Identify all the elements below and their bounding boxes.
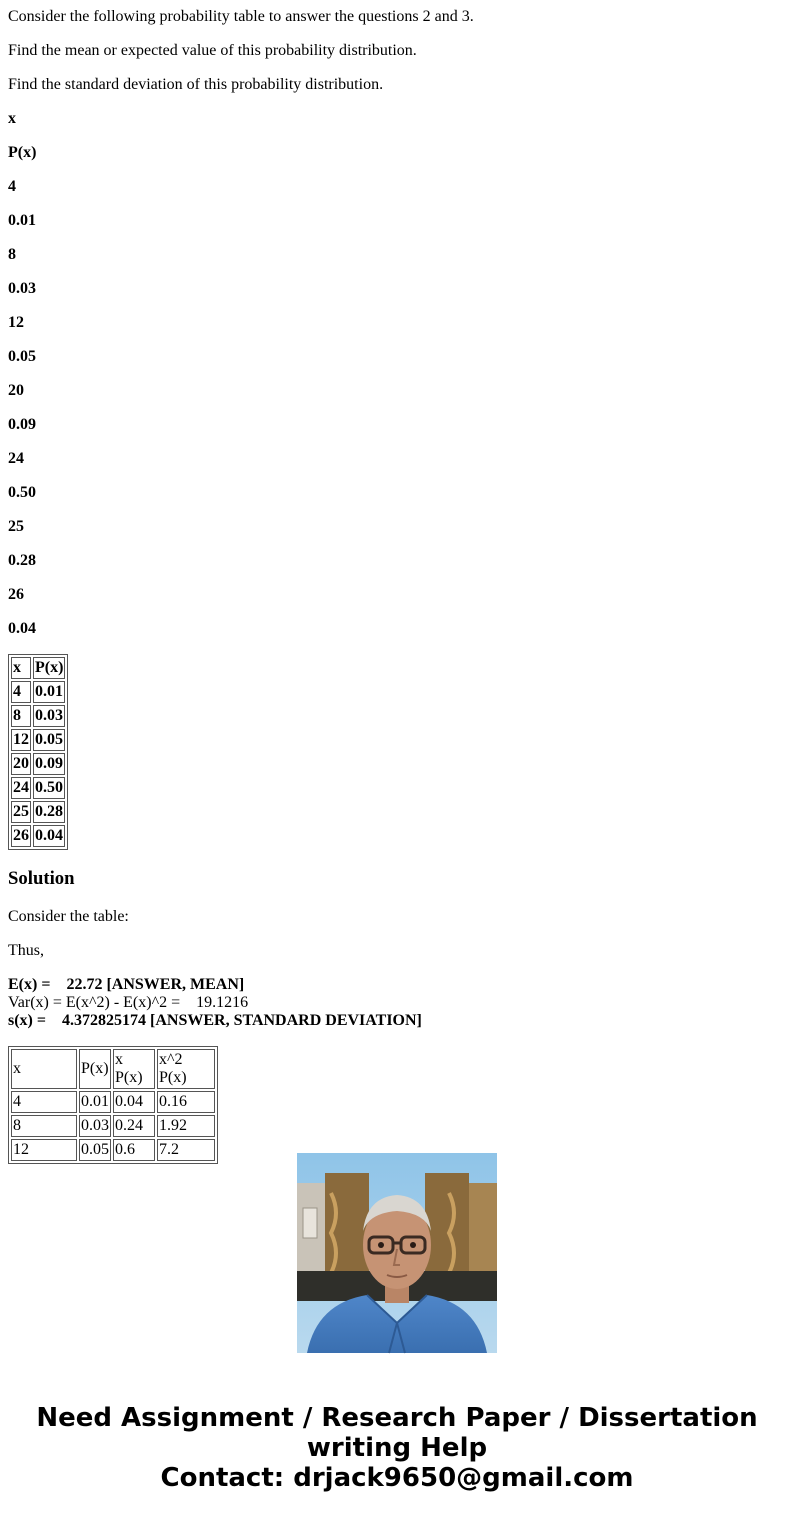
list-value: 0.50 bbox=[8, 484, 36, 501]
table-cell: 0.50 bbox=[33, 777, 65, 799]
table-cell: 1.92 bbox=[157, 1115, 215, 1137]
table-row bbox=[11, 825, 65, 847]
author-avatar bbox=[297, 1153, 497, 1353]
variance-result: Var(x) = E(x^2) - E(x)^2 = 19.1216 bbox=[8, 994, 249, 1011]
table-cell: 20 bbox=[11, 753, 31, 775]
list-value: 12 bbox=[8, 314, 24, 331]
table-header-cell: P(x) bbox=[79, 1049, 111, 1089]
table-cell: 8 bbox=[11, 705, 31, 727]
list-value: 20 bbox=[8, 382, 24, 399]
table-header-cell: P(x) bbox=[33, 657, 65, 679]
document-body bbox=[8, 0, 786, 1158]
table-cell: 26 bbox=[11, 825, 31, 847]
table-cell: 0.01 bbox=[79, 1091, 111, 1113]
list-value: 26 bbox=[8, 586, 24, 603]
table-cell: 4 bbox=[11, 1091, 77, 1113]
table-header-row bbox=[11, 1049, 215, 1089]
table-row bbox=[11, 681, 65, 703]
table-row bbox=[11, 801, 65, 823]
table-header-cell: x^2 P(x) bbox=[157, 1049, 215, 1089]
table-cell: 0.04 bbox=[113, 1091, 155, 1113]
author-photo-icon bbox=[297, 1153, 497, 1353]
list-value: 0.09 bbox=[8, 416, 36, 433]
table-cell: 24 bbox=[11, 777, 31, 799]
table-cell: 4 bbox=[11, 681, 31, 703]
footer-banner bbox=[0, 1403, 794, 1493]
table-cell: 0.05 bbox=[33, 729, 65, 751]
solution-heading: Solution bbox=[8, 868, 75, 889]
table-cell: 0.16 bbox=[157, 1091, 215, 1113]
table-cell: 0.01 bbox=[33, 681, 65, 703]
calculation-table-container bbox=[8, 1046, 786, 1158]
intro-text-1: Consider the following probability table to answer the questions 2 and 3. bbox=[8, 8, 474, 25]
table-row bbox=[11, 777, 65, 799]
probability-table bbox=[8, 654, 68, 850]
table-row bbox=[11, 753, 65, 775]
table-header-cell: x bbox=[11, 1049, 77, 1089]
intro-text-2: Find the mean or expected value of this probability distribution. bbox=[8, 42, 417, 59]
list-value: 0.04 bbox=[8, 620, 36, 637]
table-header-row bbox=[11, 657, 65, 679]
table-header-cell: x bbox=[11, 657, 31, 679]
table-row bbox=[11, 705, 65, 727]
footer-line: writing Help bbox=[306, 1433, 488, 1463]
list-value: x bbox=[8, 110, 16, 127]
list-value: 8 bbox=[8, 246, 16, 263]
footer-line: Need Assignment / Research Paper / Dissertation bbox=[36, 1403, 758, 1433]
table-row bbox=[11, 729, 65, 751]
table-cell: 0.24 bbox=[113, 1115, 155, 1137]
list-value: 24 bbox=[8, 450, 24, 467]
std-dev-result: s(x) = 4.372825174 [ANSWER, STANDARD DEVIATION] bbox=[8, 1012, 422, 1029]
table-cell: 0.09 bbox=[33, 753, 65, 775]
list-value: P(x) bbox=[8, 144, 37, 161]
table-row bbox=[11, 1115, 215, 1137]
list-value: 0.01 bbox=[8, 212, 36, 229]
table-cell: 0.28 bbox=[33, 801, 65, 823]
table-cell: 12 bbox=[11, 1139, 77, 1161]
list-value: 0.03 bbox=[8, 280, 36, 297]
table-cell: 25 bbox=[11, 801, 31, 823]
table-header-cell: x P(x) bbox=[113, 1049, 155, 1089]
table-cell: 0.03 bbox=[33, 705, 65, 727]
table-row bbox=[11, 1139, 215, 1161]
solution-consider-text: Consider the table: bbox=[8, 908, 129, 925]
table-cell: 0.03 bbox=[79, 1115, 111, 1137]
table-cell: 0.6 bbox=[113, 1139, 155, 1161]
list-value: 0.28 bbox=[8, 552, 36, 569]
mean-result: E(x) = 22.72 [ANSWER, MEAN] bbox=[8, 976, 245, 993]
list-value: 4 bbox=[8, 178, 16, 195]
table-cell: 7.2 bbox=[157, 1139, 215, 1161]
intro-text-3: Find the standard deviation of this probability distribution. bbox=[8, 76, 384, 93]
calculation-table bbox=[8, 1046, 218, 1164]
table-cell: 8 bbox=[11, 1115, 77, 1137]
table-cell: 12 bbox=[11, 729, 31, 751]
footer-contact: Contact: drjack9650@gmail.com bbox=[160, 1463, 634, 1493]
table-cell: 0.04 bbox=[33, 825, 65, 847]
list-value: 0.05 bbox=[8, 348, 36, 365]
table-cell: 0.05 bbox=[79, 1139, 111, 1161]
table-row bbox=[11, 1091, 215, 1113]
results-block bbox=[8, 976, 786, 1030]
list-value: 25 bbox=[8, 518, 24, 535]
solution-thus-text: Thus, bbox=[8, 942, 44, 959]
